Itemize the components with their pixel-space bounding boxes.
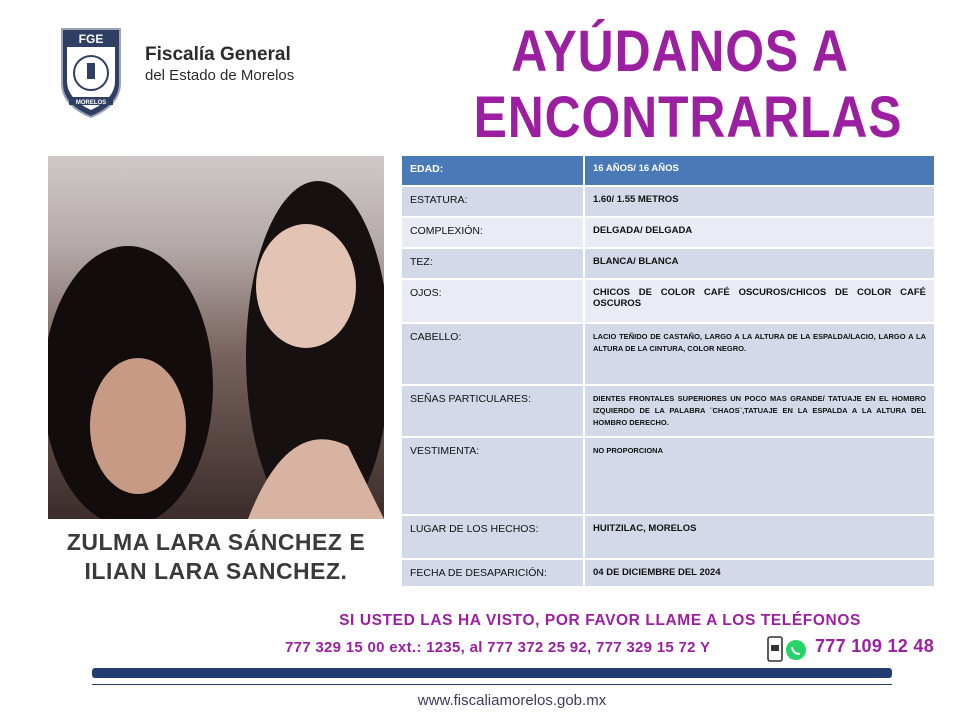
footer-bar: [92, 668, 892, 678]
vestimenta-value: NO PROPORCIONA: [584, 437, 934, 515]
row-vestimenta: [402, 437, 934, 515]
row-ojos: [402, 279, 934, 323]
row-edad: [402, 156, 934, 186]
cabello-label: CABELLO:: [402, 323, 584, 385]
cabello-value: LACIO TEÑIDO DE CASTAÑO, LARGO A LA ALTURA DE LA ESPALDA/LACIO, LARGO A LA ALTURA DE LA CINTURA, COLOR NEGRO.: [584, 323, 934, 385]
whatsapp-number: 777 109 12 48: [815, 636, 935, 656]
senas-label: SEÑAS PARTICULARES:: [402, 385, 584, 437]
phone-list: 777 329 15 00 ext.: 1235, al 777 372 25 92, 777 329 15 72 Y: [285, 639, 711, 656]
row-complexion: [402, 217, 934, 248]
row-tez: [402, 248, 934, 279]
ojos-label: OJOS:: [402, 279, 584, 323]
estatura-label: ESTATURA:: [402, 186, 584, 217]
logo-text: FGE: [78, 32, 104, 46]
contact-icons: [767, 636, 809, 662]
missing-persons-photo: [48, 156, 384, 519]
estatura-value: 1.60/ 1.55 METROS: [584, 186, 934, 217]
lugar-label: LUGAR DE LOS HECHOS:: [402, 515, 584, 559]
tez-label: TEZ:: [402, 248, 584, 279]
fecha-value: 04 DE DICIEMBRE DEL 2024: [584, 559, 934, 587]
ojos-value: CHICOS DE COLOR CAFÉ OSCUROS/CHICOS DE COLOR CAFÉ OSCUROS: [584, 279, 934, 323]
whatsapp-icon: [786, 640, 806, 660]
complexion-label: COMPLEXIÓN:: [402, 217, 584, 248]
missing-persons-names: [48, 528, 384, 586]
senas-value: DIENTES FRONTALES SUPERIORES UN POCO MAS GRANDE/ TATUAJE EN EL HOMBRO IZQUIERDO DE LA PALABRA ¨CHAOS¨,TATUAJE EN LA ESPALDA A LA ALTURA DEL HOMBRO DERECHO.: [584, 385, 934, 437]
vestimenta-label: VESTIMENTA:: [402, 437, 584, 515]
headline-line2: ENCONTRARLAS: [473, 85, 903, 150]
edad-value: 16 AÑOS/ 16 AÑOS: [584, 156, 934, 186]
phone-numbers: [285, 636, 935, 662]
details-table: [402, 156, 934, 588]
org-name-line1: Fiscalía General: [145, 44, 291, 65]
call-to-action: SI USTED LAS HA VISTO, POR FAVOR LLAME A LOS TELÉFONOS: [339, 612, 861, 629]
row-lugar: [402, 515, 934, 559]
footer-rule: [92, 684, 892, 685]
edad-label: EDAD:: [402, 156, 584, 186]
fecha-label: FECHA DE DESAPARICIÓN:: [402, 559, 584, 587]
row-estatura: [402, 186, 934, 217]
phone-message-icon: [768, 637, 782, 661]
row-fecha: [402, 559, 934, 587]
fge-logo: [56, 25, 126, 119]
headline-line1: AYÚDANOS A: [511, 19, 849, 84]
org-name-line2: del Estado de Morelos: [145, 67, 295, 84]
complexion-value: DELGADA/ DELGADA: [584, 217, 934, 248]
org-name: [145, 44, 294, 85]
names-line1: ZULMA LARA SÁNCHEZ E: [66, 529, 366, 555]
row-senas: [402, 385, 934, 437]
tez-value: BLANCA/ BLANCA: [584, 248, 934, 279]
logo-bottom-text: MORELOS: [75, 100, 107, 106]
row-cabello: [402, 323, 934, 385]
website-link[interactable]: www.fiscaliamorelos.gob.mx: [417, 692, 607, 709]
names-line2: ILIAN LARA SANCHEZ.: [84, 558, 348, 584]
lugar-value: HUITZILAC, MORELOS: [584, 515, 934, 559]
